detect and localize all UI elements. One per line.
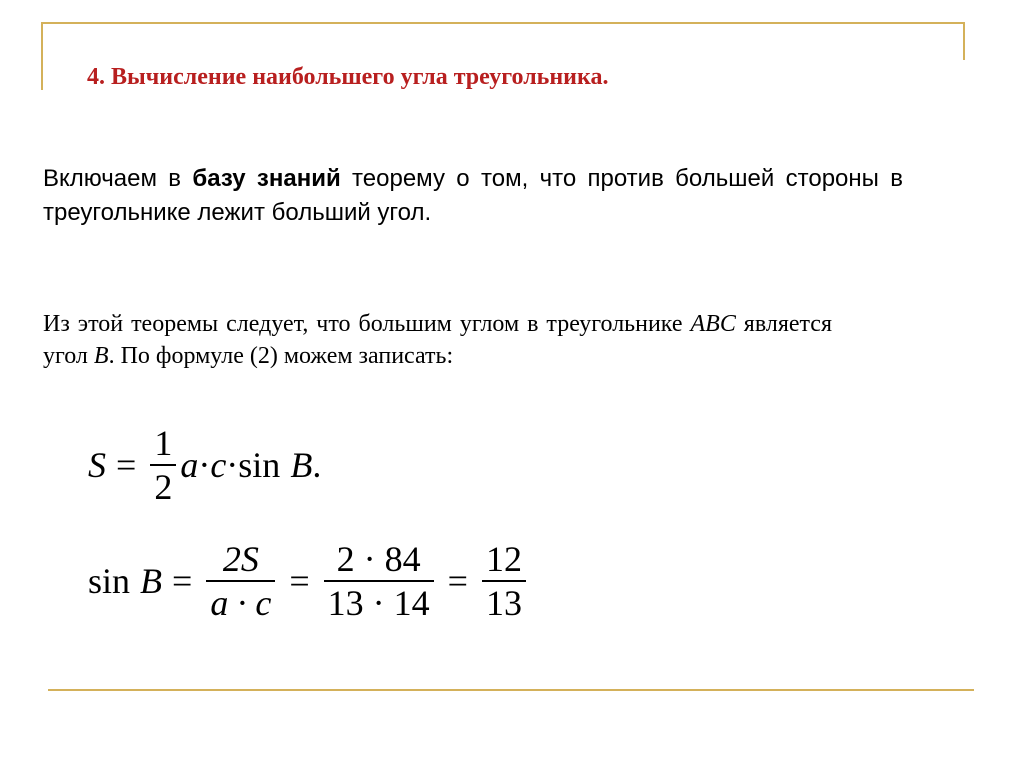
side-c: c bbox=[210, 445, 227, 485]
period: . bbox=[312, 445, 322, 485]
frame-right-line bbox=[963, 22, 965, 60]
para2-text-3: . По формуле (2) можем записать: bbox=[108, 343, 454, 369]
para1-bold-term: базу знаний bbox=[192, 165, 341, 192]
half-fraction bbox=[150, 422, 176, 508]
theorem-consequence-paragraph bbox=[43, 308, 832, 372]
angle-b: B bbox=[140, 561, 163, 601]
angle-name: B bbox=[93, 343, 109, 369]
side-a: a bbox=[180, 445, 199, 485]
para1-text-before: Включаем в bbox=[43, 165, 193, 192]
equals-sign: = bbox=[116, 445, 137, 485]
multiply-dot: · bbox=[226, 445, 239, 485]
triangle-name: ABC bbox=[690, 311, 736, 337]
fraction-numeric bbox=[324, 538, 434, 624]
fraction-numerator: 2 · 84 bbox=[336, 539, 421, 579]
sine-formula bbox=[88, 538, 530, 624]
fraction-denominator: 13 · 14 bbox=[327, 583, 430, 623]
multiply-dot: · bbox=[198, 445, 211, 485]
equals-sign: = bbox=[289, 561, 310, 601]
fraction-numerator: 1 bbox=[154, 423, 173, 463]
frame-left-line bbox=[41, 22, 43, 90]
frame-top-line bbox=[41, 22, 965, 24]
fraction-denominator: 2 bbox=[154, 467, 173, 507]
area-symbol: S bbox=[88, 445, 106, 485]
sin-function: sin bbox=[238, 445, 281, 485]
para2-text-2: является угол bbox=[43, 311, 832, 369]
angle-b: B bbox=[290, 445, 313, 485]
equals-sign: = bbox=[447, 561, 468, 601]
area-formula bbox=[88, 422, 321, 508]
fraction-numerator: 12 bbox=[485, 539, 522, 579]
slide-title: 4. Вычисление наибольшего угла треугольника. bbox=[87, 64, 609, 90]
para1-text-after: теорему о том, что против большей стороны в треугольнике лежит больший угол. bbox=[43, 165, 903, 226]
fraction-2s-over-ac bbox=[206, 538, 275, 624]
fraction-numerator: 2S bbox=[222, 539, 259, 579]
fraction-denominator: 13 bbox=[485, 583, 522, 623]
equals-sign: = bbox=[172, 561, 193, 601]
fraction-denominator: a · c bbox=[210, 583, 272, 623]
knowledge-base-paragraph bbox=[43, 162, 903, 230]
sin-function: sin bbox=[88, 561, 131, 601]
fraction-result bbox=[482, 538, 526, 624]
frame-bottom-line bbox=[48, 689, 974, 691]
para2-text-1: Из этой теоремы следует, что большим углом в треугольнике bbox=[43, 311, 691, 337]
